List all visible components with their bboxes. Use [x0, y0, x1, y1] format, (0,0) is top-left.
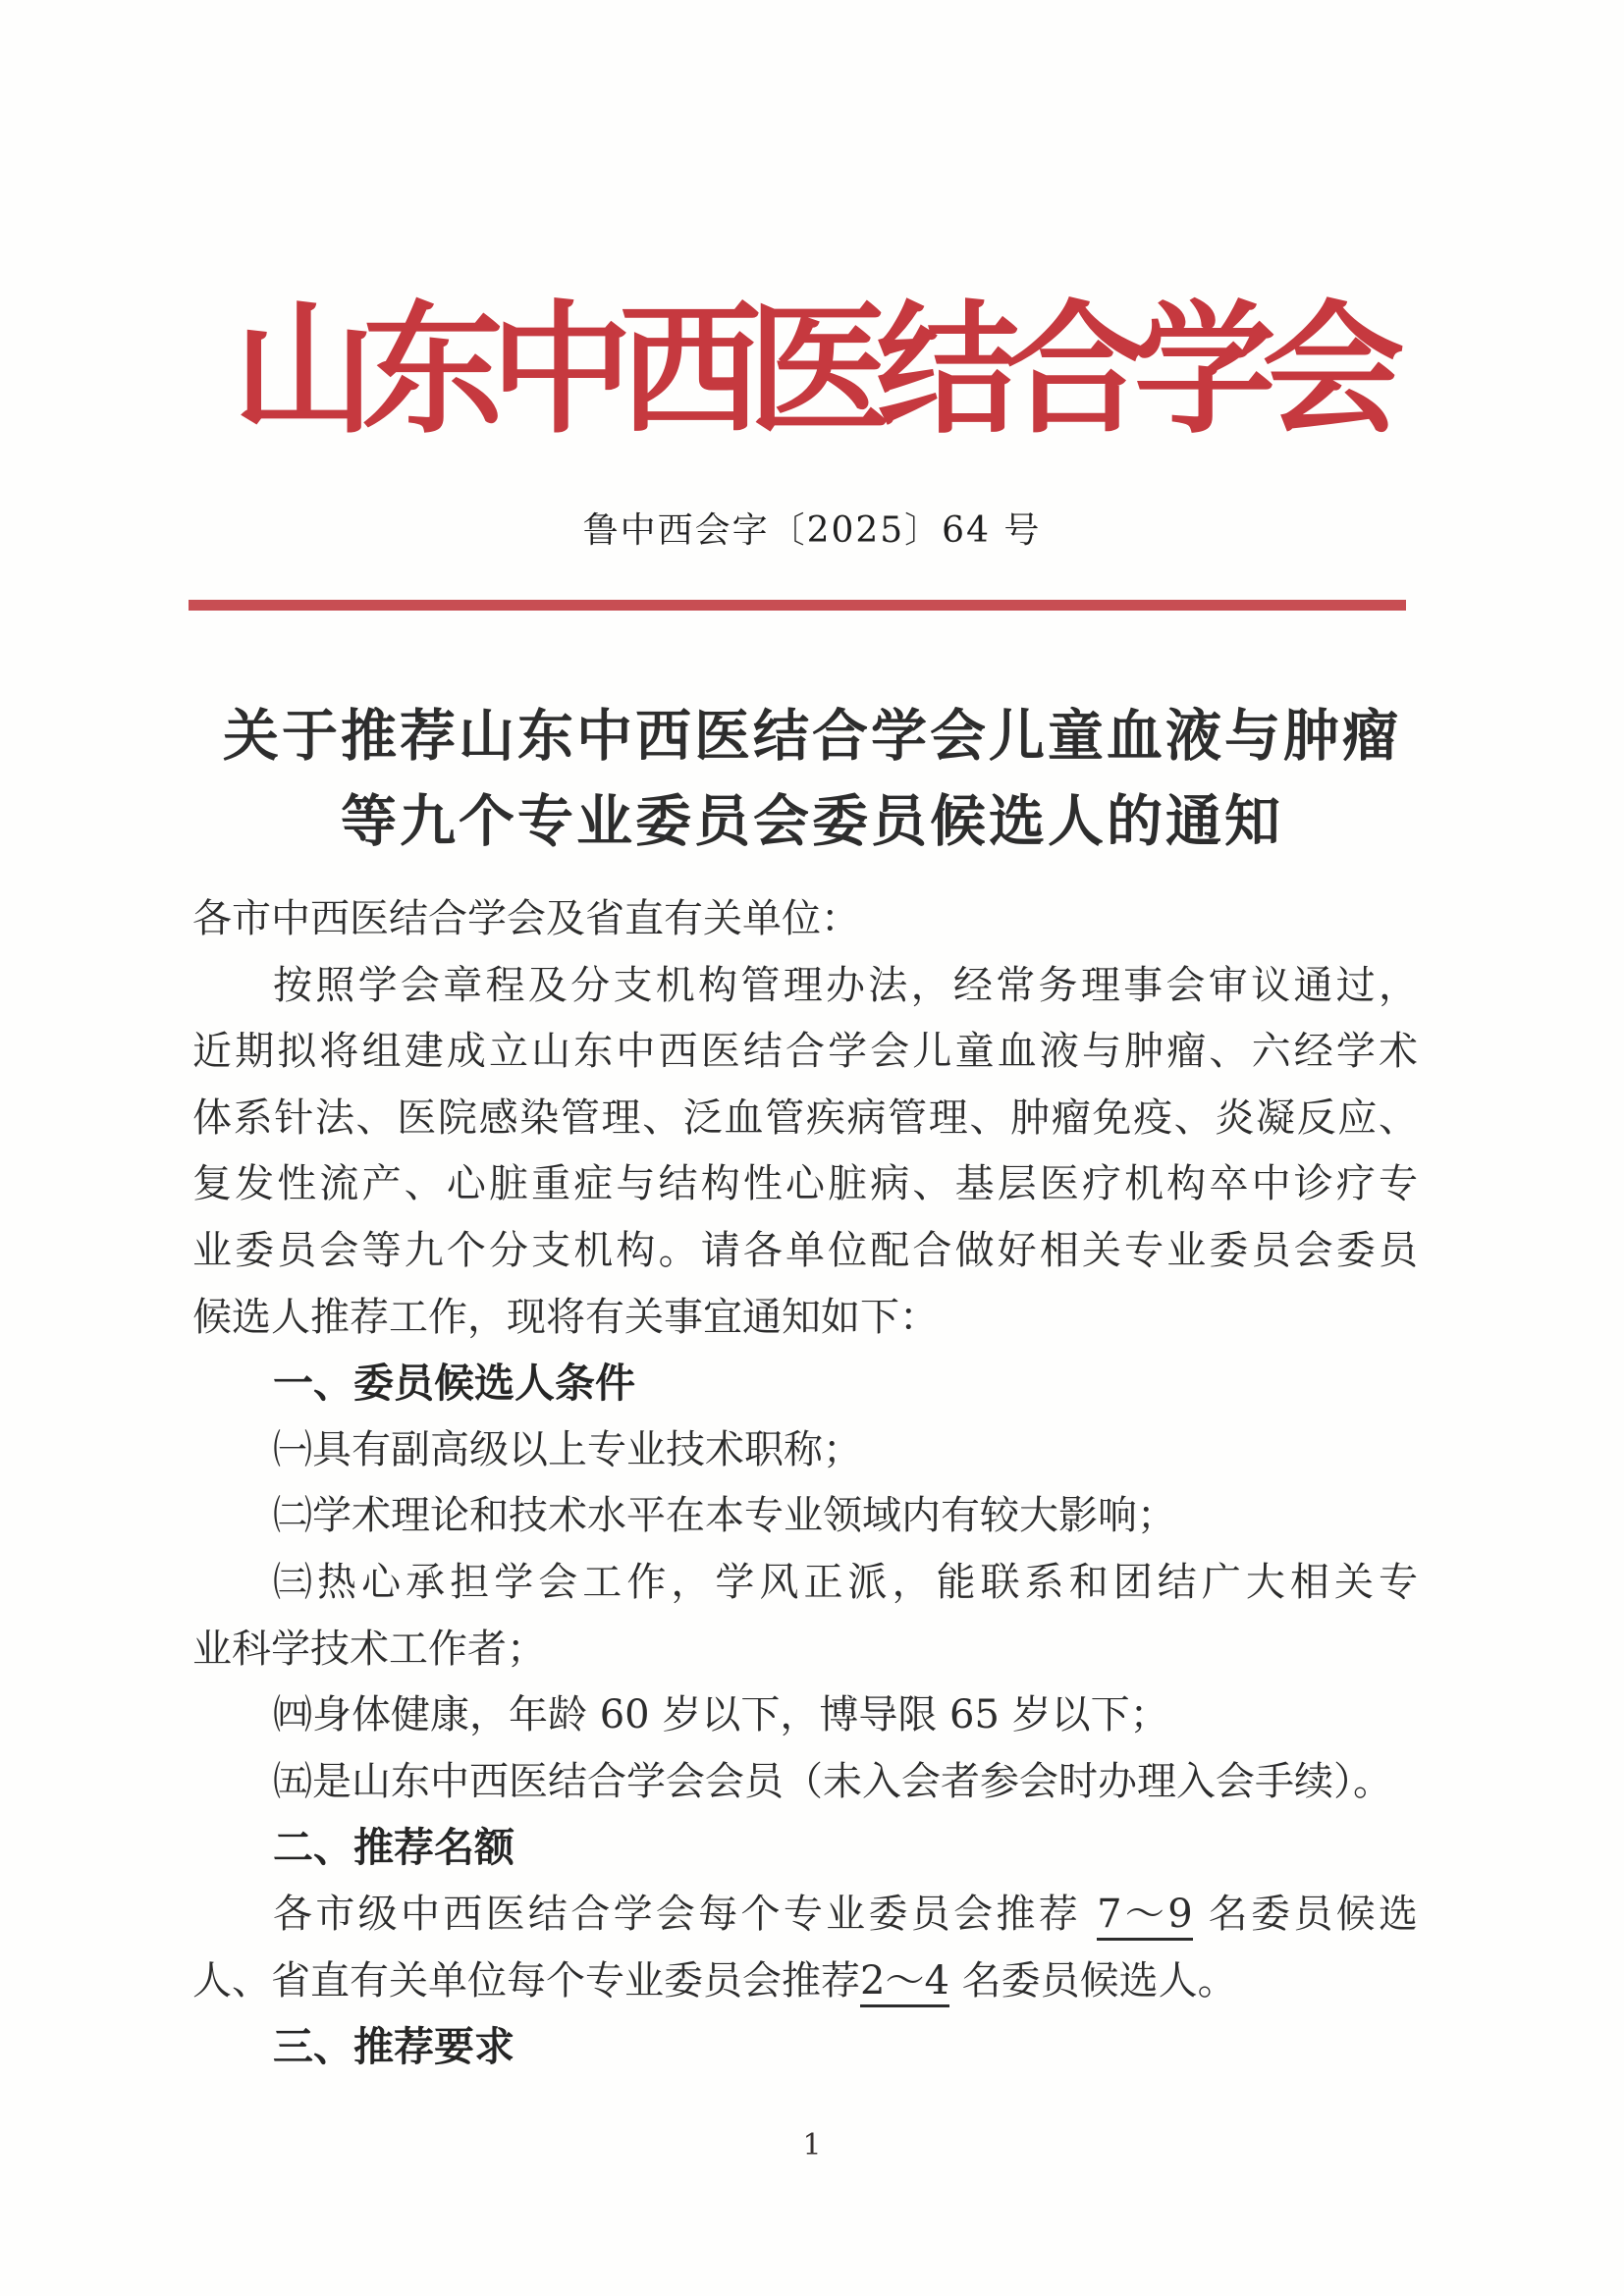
page-number: 1 — [802, 2128, 822, 2163]
body-line: 各市中西医结合学会及省直有关单位： — [192, 896, 860, 941]
red-divider-line — [189, 600, 1406, 611]
document-title — [0, 693, 1624, 864]
section-heading: 三、推荐要求 — [273, 2023, 514, 2071]
body-line: 近期拟将组建成立山东中西医结合学会儿童血液与肿瘤、六经学术 — [192, 1029, 1418, 1075]
body-line: 人、省直有关单位每个专业委员会推荐2～4 名委员候选人。 — [192, 1949, 1418, 2015]
body-line: 各市级中西医结合学会每个专业委员会推荐 7～9 名委员候选 — [192, 1882, 1418, 1949]
body-line: 候选人推荐工作，现将有关事宜通知如下： — [192, 1294, 939, 1340]
body-line: 业科学技术工作者； — [192, 1626, 546, 1672]
body-line: 体系针法、医院感染管理、泛血管疾病管理、肿瘤免疫、炎凝反应、 — [192, 1095, 1418, 1141]
document-body — [192, 886, 1418, 2081]
body-line: ㈤是山东中西医结合学会会员（未入会者参会时办理入会手续）。 — [273, 1758, 1392, 1804]
body-line: ㈢热心承担学会工作，学风正派，能联系和团结广大相关专 — [273, 1559, 1418, 1605]
section-heading: 二、推荐名额 — [273, 1824, 514, 1872]
body-line: ㈠具有副高级以上专业技术职称； — [273, 1426, 862, 1472]
body-line: ㈡学术理论和技术水平在本专业领域内有较大影响； — [273, 1493, 1176, 1539]
body-line: 按照学会章程及分支机构管理办法，经常务理事会审议通过， — [273, 962, 1418, 1008]
section-heading: 一、委员候选人条件 — [273, 1360, 635, 1408]
body-line: 业委员会等九个分支机构。请各单位配合做好相关专业委员会委员 — [192, 1227, 1418, 1273]
body-line: ㈣身体健康，年龄 60 岁以下，博导限 65 岁以下； — [273, 1692, 1169, 1738]
document-title-line-2: 等九个专业委员会委员候选人的通知 — [341, 788, 1283, 854]
underlined-value: 7～9 — [1097, 1892, 1193, 1941]
doc-reference-number: 鲁中西会字〔2025〕64 号 — [582, 510, 1042, 551]
document-title-line-1: 关于推荐山东中西医结合学会儿童血液与肿瘤 — [223, 703, 1401, 769]
underlined-value: 2～4 — [860, 1958, 949, 2007]
body-line: 复发性流产、心脏重症与结构性心脏病、基层医疗机构卒中诊疗专 — [192, 1161, 1418, 1207]
org-masthead-title: 山东中西医结合学会 — [233, 287, 1391, 454]
